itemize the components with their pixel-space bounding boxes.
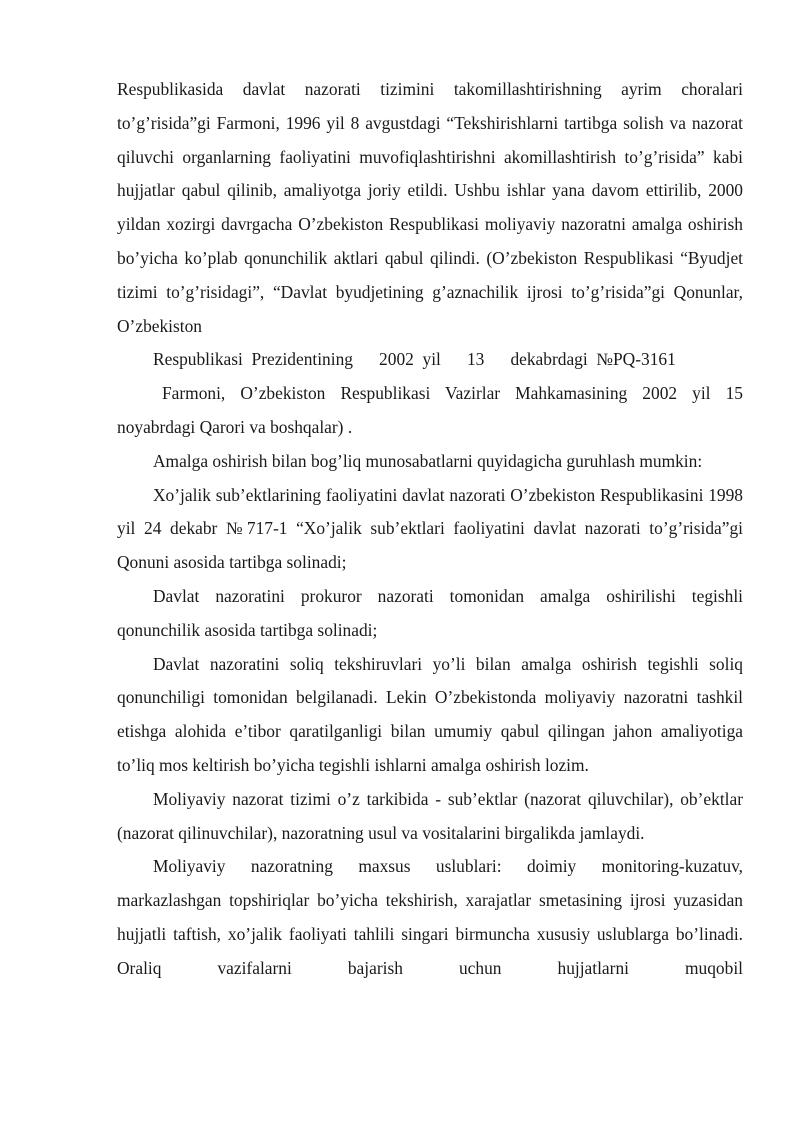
paragraph-grouping-intro: Amalga oshirish bilan bog’liq munosabatlarni quyidagicha guruhlash mumkin:: [153, 450, 703, 471]
paragraph-tax-inspection: Davlat nazoratini soliq tekshiruvlari yo’li bilan amalga oshirish tegishli soliq qonunchiligi tomonidan belgilanadi. Lekin O’zbekistonda moliyaviy nazoratni tashkil etishga alohida e’tibor qaratilganligi bilan umumiy qabul qilingan jahon amaliyotiga to’liq mos keltirish bo’yicha tegishli ishlarni amalga oshirish lozim.: [117, 653, 743, 775]
paragraph-control-system: Moliyaviy nazorat tizimi o’z tarkibida - sub’ektlar (nazorat qiluvchilar), ob’ektlar (nazorat qilinuvchilar), nazoratning usul va vositalarini birgalikda jamlaydi.: [117, 788, 743, 843]
paragraph-decree-continuation: Farmoni, O’zbekiston Respublikasi Vazirlar Mahkamasining 2002 yil 15 noyabrdagi Qarori va boshqalar) .: [117, 383, 743, 437]
paragraph-economic-entities: Xo’jalik sub’ektlarining faoliyatini davlat nazorati O’zbekiston Respublikasini 1998 yil 24 dekabr №717-1 “Xo’jalik sub’ektlari faoliyatini davlat nazorati to’g’risida”gi Qonuni asosida tartibga solinadi;: [117, 484, 743, 573]
paragraph-prosecutor-control: Davlat nazoratini prokuror nazorati tomonidan amalga oshirilishi tegishli qonunchilik asosida tartibga solinadi;: [117, 585, 743, 640]
document-body: [117, 73, 743, 986]
paragraph-special-methods: Moliyaviy nazoratning maxsus uslublari: doimiy monitoring-kuzatuv, markazlashgan topshiriqlar bo’yicha tekshirish, xarajatlar smetasining ijrosi yuzasidan hujjatli taftish, xo’jalik faoliyati tahlili singari birmuncha xususiy uslublarga bo’linadi. Oraliq vazifalarni bajarish uchun hujjatlarni muqobil: [117, 856, 743, 978]
paragraph-continuation: Respublikasida davlat nazorati tizimini takomillashtirishning ayrim choralari to’g’risida”gi Farmoni, 1996 yil 8 avgustdagi “Tekshirishlarni tartibga solish va nazorat qiluvchi organlarning faoliyatini muvofiqlashtirishni akomillashtirish to’g’risida” kabi hujjatlar qabul qilinib, amaliyotga joriy etildi. Ushbu ishlar yana davom ettirilib, 2000 yildan xozirgi davrgacha O’zbekiston Respublikasi moliyaviy nazoratni amalga oshirish bo’yicha ko’plab qonunchilik aktlari qabul qilindi. (O’zbekiston Respublikasi “Byudjet tizimi to’g’risidagi”, “Davlat byudjetining g’aznachilik ijrosi to’g’risida”gi Qonunlar, O’zbekiston: [117, 79, 743, 336]
paragraph-decree-line: Respublikasi Prezidentining 2002 yil 13 dekabrdagi №PQ-3161: [153, 349, 676, 370]
